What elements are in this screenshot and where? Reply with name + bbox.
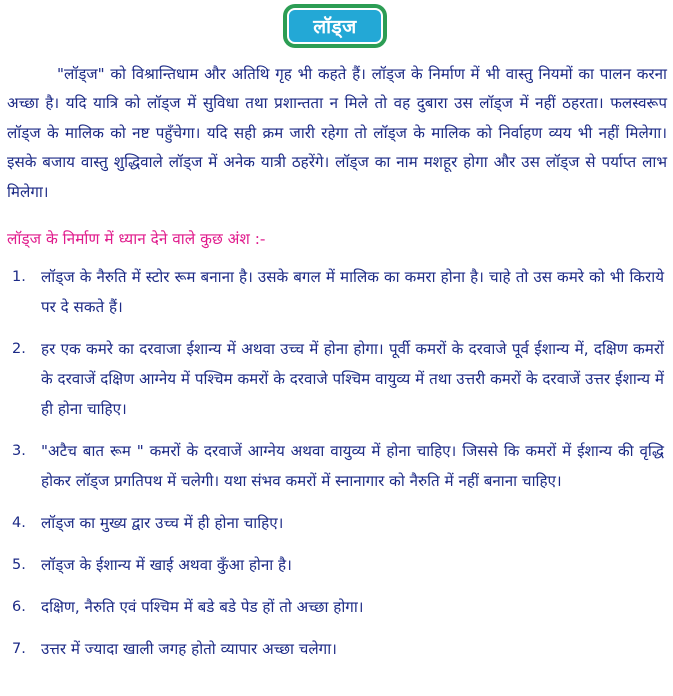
list-item-text: "अटैच बात रूम " कमरों के दरवाजें आग्नेय अथवा वायुव्य में होना चाहिए। जिससे कि कमरों में ईशान्य की वृद्धि होकर लॉड्ज प्रगतिपथ में चलेगी। यथा संभव कमरों में स्नानागार को नैरुति में नहीं बनाना चाहिए। [41,442,664,490]
list-item-text: उत्तर में ज्यादा खाली जगह होतो व्यापार अच्छा चलेगा। [41,640,337,658]
section-heading: लॉड्ज के निर्माण में ध्यान देने वाले कुछ अंश :- [7,230,266,248]
list-item [0,592,673,622]
list-item [0,436,673,496]
list-item-text: दक्षिण, नैरुति एवं पश्चिम में बडे बडे पेड हों तो अच्छा होगा। [41,598,364,616]
page-title: लॉड्ज [287,8,383,44]
intro-paragraph: "लॉड्ज" को विश्रान्तिधाम और अतिथि गृह भी कहते हैं। लॉड्ज के निर्माण में भी वास्तु नियमों का पालन करना अच्छा है। यदि यात्रि को लॉड्ज में सुविधा तथा प्रशान्तता न मिले तो वह दुबारा उस लॉड्ज में नहीं ठहरता। फलस्वरूप लॉड्ज के मालिक को नष्ट पहुँचेगा। यदि सही क्रम जारी रहेगा तो लॉड्ज के मालिक को निर्वाहण व्यय भी नहीं मिलेगा। इसके बजाय वास्तु शुद्धिवाले लॉड्ज में अनेक यात्री ठहरेंगे। लॉड्ज का नाम मशहूर होगा और उस लॉड्ज से पर्याप्त लाभ मिलेगा। [7,65,667,201]
list-item-number: 6. [12,599,26,615]
list-item-number: 5. [12,557,26,573]
list-item-number: 3. [12,443,26,459]
list-item [0,634,673,664]
list-item-number: 7. [12,641,26,657]
list-item-text: लॉड्ज के नैरुति में स्टोर रूम बनाना है। उसके बगल में मालिक का कमरा होना है। चाहे तो उस कमरे को भी किराये पर दे सकते हैं। [41,268,664,316]
list-item-number: 2. [12,341,26,357]
points-list [0,262,673,664]
title-badge [283,4,387,48]
list-item-number: 1. [12,269,26,285]
list-item-text: लॉड्ज के ईशान्य में खाई अथवा कुँआ होना है। [41,556,292,574]
list-item [0,262,673,322]
list-item-number: 4. [12,515,26,531]
list-item [0,550,673,580]
list-item [0,508,673,538]
list-item-text: हर एक कमरे का दरवाजा ईशान्य में अथवा उच्च में होना होगा। पूर्वी कमरों के दरवाजे पूर्व ईशान्य में, दक्षिण कमरों के दरवाजें दक्षिण आग्नेय में पश्चिम कमरों के दरवाजे पश्चिम वायुव्य में तथा उत्तरी कमरों के दरवाजें उत्तर ईशान्य में ही होना चाहिए। [41,340,664,418]
list-item-text: लॉड्ज का मुख्य द्वार उच्च में ही होना चाहिए। [41,514,284,532]
list-item [0,334,673,424]
